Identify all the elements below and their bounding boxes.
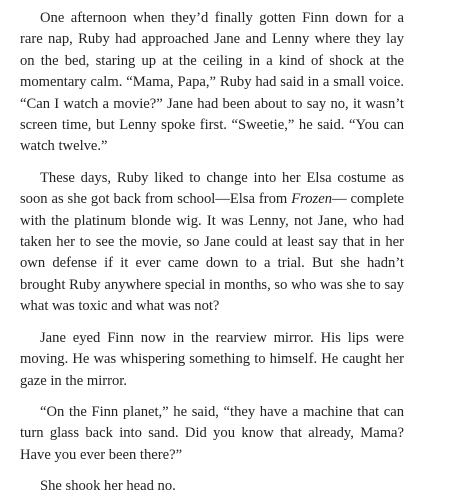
- paragraph-2-start: These days, Ruby liked to change into her Elsa costume as soon as she got back from school—Elsa from: [20, 169, 404, 208]
- movie-title: Frozen: [291, 191, 333, 208]
- paragraph-4: “On the Finn planet,” he said, “they have a machine that can turn glass back into sand. Did you know that already, Mama? Have you ever been there?”: [20, 403, 404, 463]
- paragraph-2-end: — complete with the platinum blonde wig. It was Lenny, not Jane, who had taken her to see the movie, so Jane could at least say that in her own defense if it ever came down to a trial. But she hadn’t brought Ruby anywhere special in months, so who was she to say what was toxic and what was not?: [20, 191, 405, 315]
- paragraph-1: One afternoon when they’d finally gotten Finn down for a rare nap, Ruby had approached Jane and Lenny where they lay on the bed, staring up at the ceiling in a kind of shock at the momentary calm. “Mama, Papa,” Ruby had said in a small voice. “Can I watch a movie?” Jane had been about to say no, it wasn’t screen time, but Lenny spoke first. “Sweetie,” he said. “You can watch twelve.”: [20, 10, 404, 155]
- paragraph-2: [20, 168, 404, 318]
- paragraph-5: She shook her head no.: [40, 478, 176, 495]
- paragraph-3: Jane eyed Finn now in the rearview mirror. His lips were moving. He was whispering something to himself. He caught her gaze in the mirror.: [20, 329, 404, 389]
- book-page: [20, 8, 404, 498]
